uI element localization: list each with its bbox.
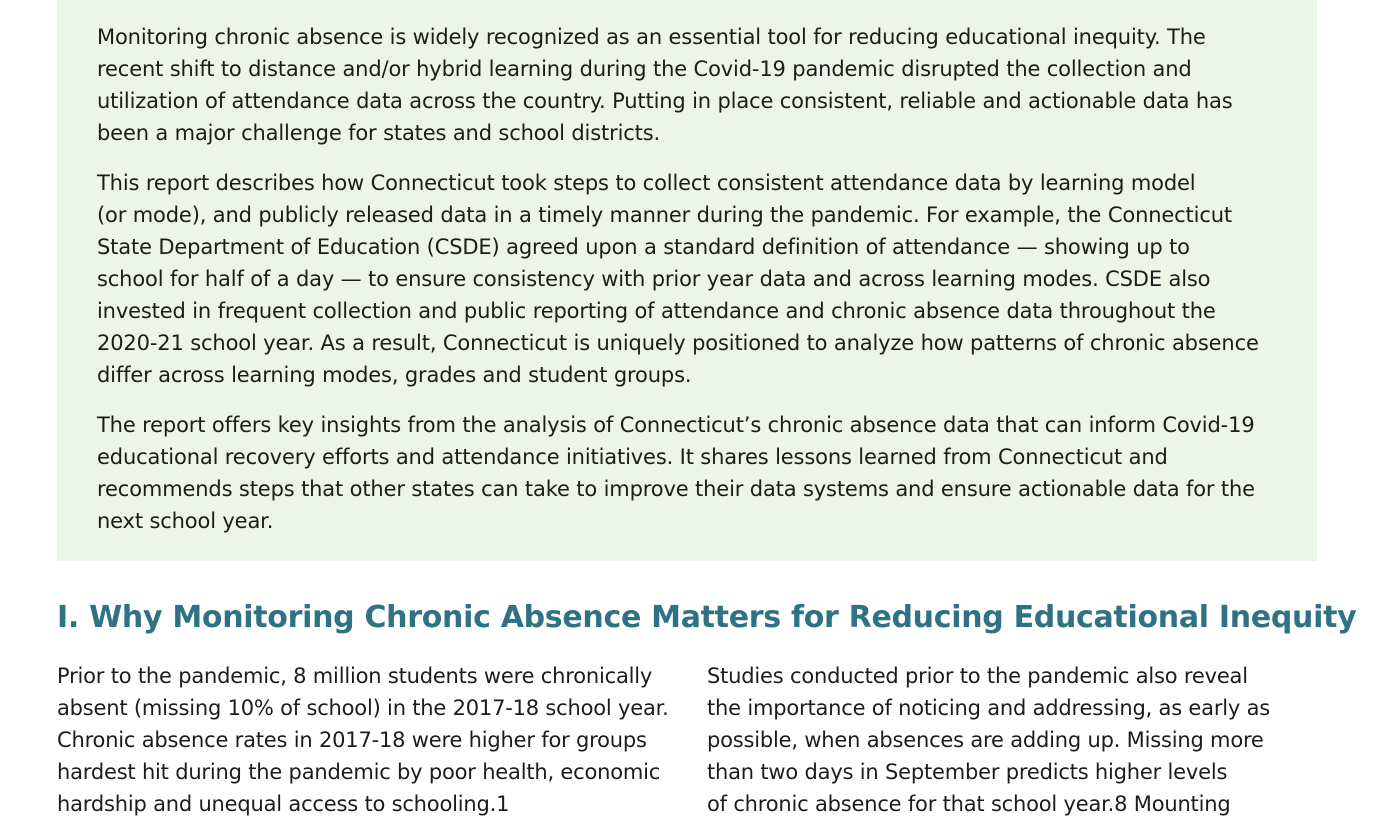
text-line: recent shift to distance and/or hybrid learning during the Covid-19 pandemic disrupted the collection and xyxy=(97,57,1192,81)
text-line: The report offers key insights from the analysis of Connecticut’s chronic absence data that can inform Covid-19 xyxy=(97,413,1255,437)
text-line: Prior to the pandemic, 8 million students were chronically xyxy=(57,664,653,688)
text-line: school for half of a day — to ensure consistency with prior year data and across learning modes. CSDE also xyxy=(97,267,1211,291)
text-line: possible, when absences are adding up. Missing more xyxy=(707,728,1264,752)
text-line: hardship and unequal access to schooling.1 xyxy=(57,792,510,816)
summary-paragraph xyxy=(97,21,1277,149)
text-line: than two days in September predicts higher levels xyxy=(707,760,1228,784)
text-line: invested in frequent collection and public reporting of attendance and chronic absence data throughout the xyxy=(97,299,1216,323)
section-heading: I. Why Monitoring Chronic Absence Matters for Reducing Educational Inequity xyxy=(57,600,1357,635)
text-line: been a major challenge for states and school districts. xyxy=(97,121,661,145)
summary-paragraph xyxy=(97,167,1277,391)
text-line: differ across learning modes, grades and student groups. xyxy=(97,363,692,387)
text-line: 2020-21 school year. As a result, Connecticut is uniquely positioned to analyze how patterns of chronic absence xyxy=(97,331,1259,355)
summary-callout-box xyxy=(57,0,1317,561)
text-line: Monitoring chronic absence is widely recognized as an essential tool for reducing educational inequity. The xyxy=(97,25,1206,49)
left-column-text xyxy=(57,660,669,820)
text-line: hardest hit during the pandemic by poor health, economic xyxy=(57,760,661,784)
text-line: the importance of noticing and addressing, as early as xyxy=(707,696,1270,720)
text-line: utilization of attendance data across the country. Putting in place consistent, reliable and actionable data has xyxy=(97,89,1233,113)
text-line: Chronic absence rates in 2017-18 were higher for groups xyxy=(57,728,647,752)
summary-paragraph xyxy=(97,409,1277,537)
text-line: of chronic absence for that school year.8 Mounting xyxy=(707,792,1231,816)
right-column-text xyxy=(707,660,1270,820)
text-line: (or mode), and publicly released data in a timely manner during the pandemic. For example, the Connecticut xyxy=(97,203,1232,227)
text-line: educational recovery efforts and attendance initiatives. It shares lessons learned from Connecticut and xyxy=(97,445,1168,469)
text-line: recommends steps that other states can take to improve their data systems and ensure actionable data for the xyxy=(97,477,1255,501)
text-line: Studies conducted prior to the pandemic also reveal xyxy=(707,664,1248,688)
text-line: absent (missing 10% of school) in the 2017-18 school year. xyxy=(57,696,669,720)
text-line: State Department of Education (CSDE) agreed upon a standard definition of attendance — showing up to xyxy=(97,235,1190,259)
text-line: next school year. xyxy=(97,509,274,533)
text-line: This report describes how Connecticut took steps to collect consistent attendance data by learning model xyxy=(97,171,1196,195)
